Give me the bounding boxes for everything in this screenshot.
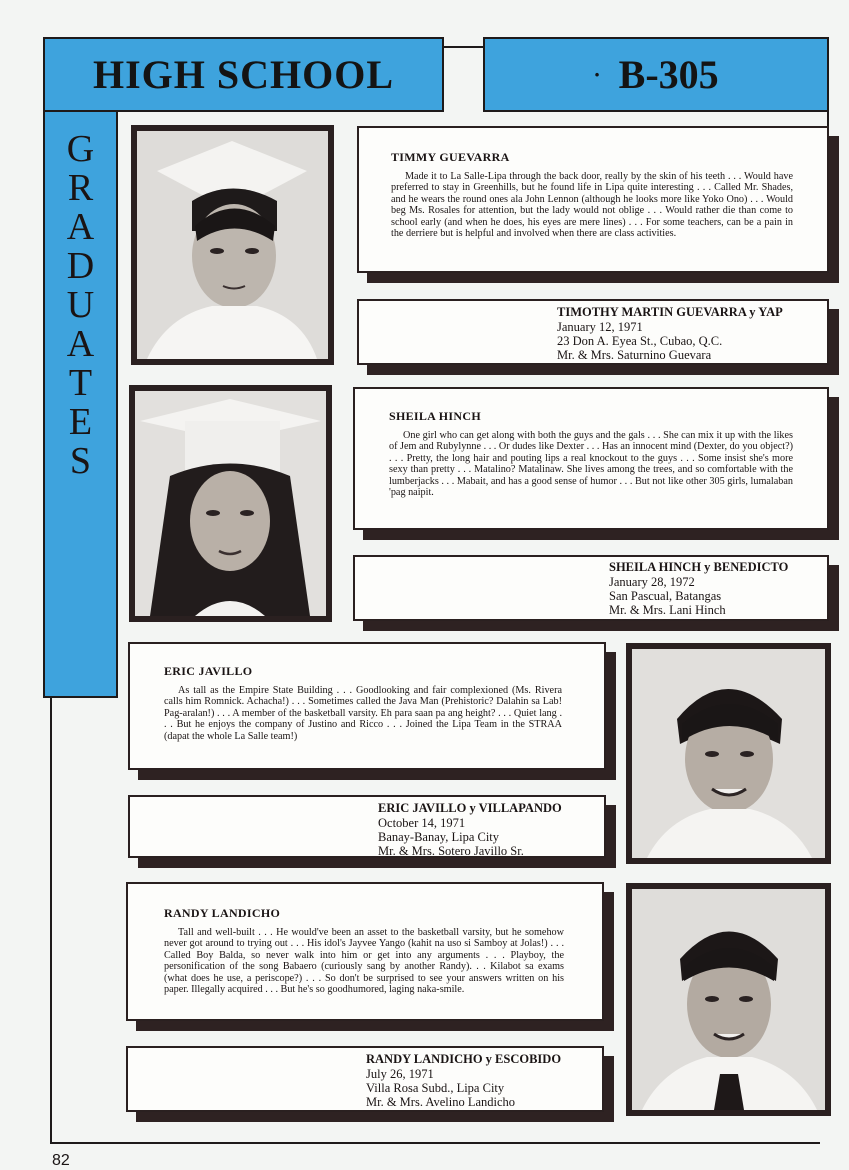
banner-letter: S <box>69 440 92 482</box>
graduate-parents: Mr. & Mrs. Saturnino Guevara <box>557 348 712 362</box>
info-box-randy <box>126 1046 604 1112</box>
bio-box-timmy <box>357 126 829 273</box>
banner-letter: T <box>68 362 93 404</box>
graduate-full-name: ERIC JAVILLO y VILLAPANDO <box>378 801 562 815</box>
graduate-nickname: ERIC JAVILLO <box>164 664 253 678</box>
graduate-address: Villa Rosa Subd., Lipa City <box>366 1081 505 1095</box>
banner-letter: A <box>66 206 95 248</box>
section-title: HIGH SCHOOL <box>92 52 395 97</box>
graduate-parents: Mr. & Mrs. Lani Hinch <box>609 603 726 617</box>
info-box-timmy <box>357 299 829 365</box>
graduate-birthdate: January 28, 1972 <box>609 575 695 589</box>
graduate-bio: Tall and well-built . . . He would've been an asset to the basketball varsity, but he somehow never got around to trying out . . . His idol's Jayvee Yango (kahit na uso si Samboy at Jolas!) . . . Called Boy Balda, so never walk into him or get into any arguments . . . Playboy, the personification of the song Babaero (curiously sang by another Randy). . . Kilabot sa exams (what does he use, a periscope?) . . . So don't be surprised to see your answers written on his paper. Illegally acquired . . . But he's so goodhumored, laging naka-smile. <box>164 927 564 996</box>
graduate-photo-randy <box>626 883 831 1116</box>
graduate-photo-eric <box>626 643 831 864</box>
frame-top-connector <box>444 46 483 48</box>
graduates-vertical-banner <box>43 112 118 698</box>
frame-left-line <box>50 698 52 1144</box>
graduate-bio: One girl who can get along with both the guys and the gals . . . She can mix it up with the likes of Jem and Rubylynne . . . Or dudes like Dexter . . . Has an innocent mind (Dexter, do you object?) . . . Pretty, the long hair and pouting lips a real knockout to the guys . . . Some insist she's more sexy than pretty . . . Matalino? Matalinaw. She lives among the trees, and so comfortable with the lumberjacks . . . Mabait, and has a good sense of humor . . . But not like other 305 girls, lumalaban 'pag naipit. <box>389 430 793 499</box>
graduate-photo-sheila <box>129 385 332 622</box>
banner-letter: D <box>66 245 95 287</box>
graduate-full-name: SHEILA HINCH y BENEDICTO <box>609 560 789 574</box>
graduate-birthdate: January 12, 1971 <box>557 320 643 334</box>
frame-bottom-line <box>50 1142 820 1144</box>
graduate-address: 23 Don A. Eyea St., Cubao, Q.C. <box>557 334 723 348</box>
graduate-bio: As tall as the Empire State Building . . . Goodlooking and fair complexioned (Ms. Rivera calls him Romnick. Achacha!) . . . Sometimes called the Java Man (Prehistoric? Dalahin sa Lab! Pag-aralan!) . . . A member of the basketball varsity. Eh para saan pa ang height? . . . Quiet lang . . . But he enjoys the company of Justino and Ricco . . . Joined the Lipa Team in the STRAA (dapat the whole La Salle team!) <box>164 685 562 742</box>
bio-box-sheila <box>353 387 829 530</box>
graduate-address: San Pascual, Batangas <box>609 589 722 603</box>
graduate-parents: Mr. & Mrs. Avelino Landicho <box>366 1095 516 1109</box>
class-title-box <box>483 37 829 112</box>
graduate-nickname: SHEILA HINCH <box>389 409 481 423</box>
graduate-nickname: TIMMY GUEVARRA <box>391 150 510 164</box>
banner-letter: A <box>66 323 95 365</box>
bio-box-eric <box>128 642 606 770</box>
banner-letter: U <box>66 284 95 326</box>
banner-letter: R <box>67 167 94 209</box>
bio-box-randy <box>126 882 604 1021</box>
info-box-sheila <box>353 555 829 621</box>
graduate-birthdate: October 14, 1971 <box>378 816 466 830</box>
graduate-photo-timmy <box>131 125 334 365</box>
graduate-parents: Mr. & Mrs. Sotero Javillo Sr. <box>378 844 524 858</box>
title-dot: · <box>593 61 601 87</box>
class-title: B-305 <box>618 52 719 97</box>
graduate-nickname: RANDY LANDICHO <box>164 906 281 920</box>
page-number: 82 <box>52 1152 70 1169</box>
graduate-address: Banay-Banay, Lipa City <box>378 830 500 844</box>
graduate-full-name: RANDY LANDICHO y ESCOBIDO <box>366 1052 562 1066</box>
graduate-full-name: TIMOTHY MARTIN GUEVARRA y YAP <box>557 305 783 319</box>
section-title-box <box>43 37 444 112</box>
info-box-eric <box>128 795 606 858</box>
graduate-birthdate: July 26, 1971 <box>366 1067 434 1081</box>
graduates-vertical-word <box>45 130 116 481</box>
banner-letter: G <box>66 128 95 170</box>
banner-letter: E <box>68 401 93 443</box>
graduate-bio: Made it to La Salle-Lipa through the back door, really by the skin of his teeth . . . Would have preferred to stay in Greenhills, but he found life in Lipa quite interesting . . . Called Mr. Shades, and he wears the round ones ala John Lennon (although he looks more like Yoko Ono) . . . Would beg Ms. Rosales for attention, but the lady would not oblige . . . Would rather die than come to school early (and when he does, his eyes are mere lines) . . . For some teachers, can be a pain in the derriere but is helpful and involved when there are class activities. <box>391 171 793 240</box>
